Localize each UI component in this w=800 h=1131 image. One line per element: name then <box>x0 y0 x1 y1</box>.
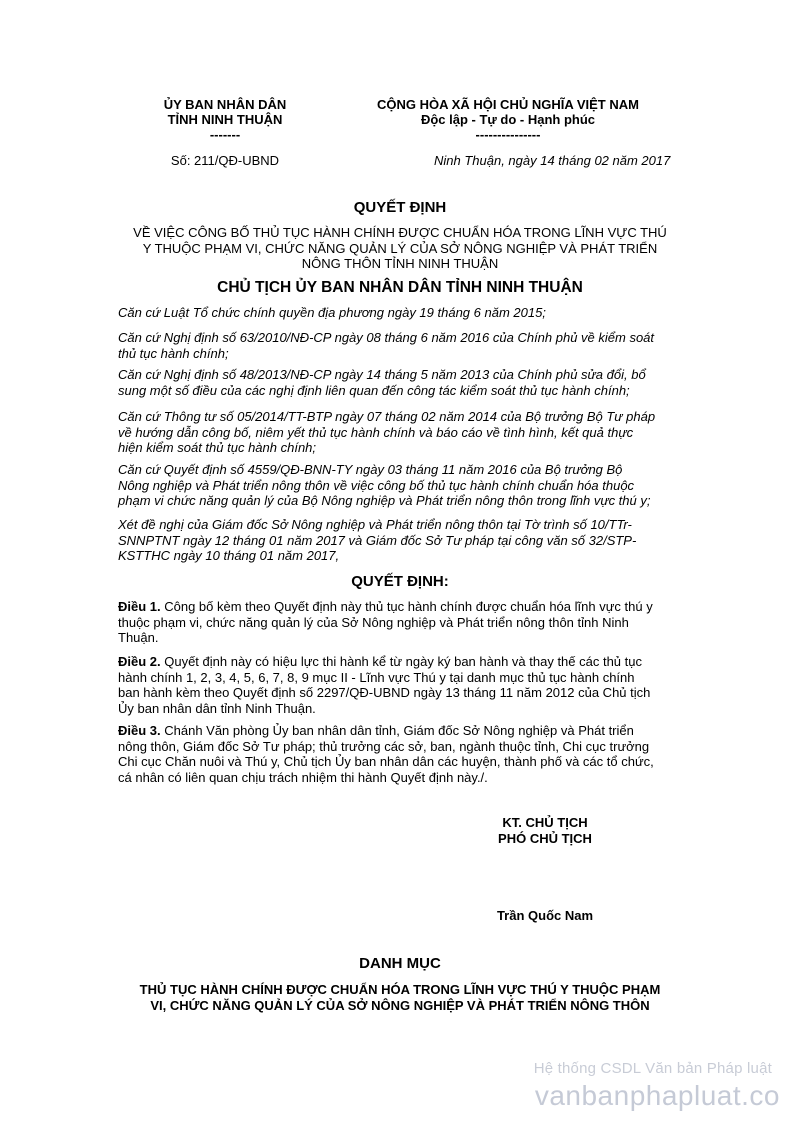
annex-heading: DANH MỤC <box>359 955 441 972</box>
article-text: nông thôn, Giám đốc Sở Tư pháp; thủ trưởng các sở, ban, ngành thuộc tỉnh, Chi cục trưởng <box>118 738 650 754</box>
article-1 <box>118 599 680 646</box>
signer-name: Trần Quốc Nam <box>496 908 594 923</box>
preamble-clause <box>118 462 680 509</box>
subject-line-1: VỀ VIỆC CÔNG BỐ THỦ TỤC HÀNH CHÍNH ĐƯỢC CHUẨN HÓA TRONG LĨNH VỰC THÚ <box>133 225 667 240</box>
preamble-line: Căn cứ Nghị định số 48/2013/NĐ-CP ngày 14 tháng 5 năm 2013 của Chính phủ sửa đổi, bổ <box>118 367 646 382</box>
article-2 <box>118 654 680 716</box>
preamble-clause <box>118 305 680 321</box>
preamble-clause <box>118 367 680 398</box>
preamble-clause <box>118 517 680 564</box>
article-text: Chi cục Chăn nuôi và Thú y, Chủ tịch Ủy ban nhân dân các huyện, thành phố và các tổ chức, <box>118 754 654 769</box>
article-label: Điều 2. <box>118 654 161 669</box>
annex-line-2: VI, CHỨC NĂNG QUẢN LÝ CỦA SỞ NÔNG NGHIỆP VÀ PHÁT TRIỂN NÔNG THÔN <box>150 997 650 1013</box>
preamble-line: Căn cứ Quyết định số 4559/QĐ-BNN-TY ngày 03 tháng 11 năm 2016 của Bộ trưởng Bộ <box>118 462 623 477</box>
watermark-caption: Hệ thống CSDL Văn bản Pháp luật <box>533 1060 772 1077</box>
signature-line-1: KT. CHỦ TỊCH <box>502 815 588 830</box>
issuing-official-title: CHỦ TỊCH ỦY BAN NHÂN DÂN TỈNH NINH THUẬN <box>217 279 583 296</box>
article-label: Điều 3. <box>118 723 161 738</box>
subject-line-3: NÔNG THÔN TỈNH NINH THUẬN <box>301 256 499 271</box>
article-3 <box>118 723 680 785</box>
issuing-authority <box>140 97 310 142</box>
subject-line-2: Y THUỘC PHẠM VI, CHỨC NĂNG QUẢN LÝ CỦA SỞ NÔNG NGHIỆP VÀ PHÁT TRIỂN <box>142 240 658 256</box>
article-text: thuộc phạm vi, chức năng quản lý của Sở Nông nghiệp và Phát triển nông thôn tỉnh Ninh <box>118 614 629 630</box>
preamble-line: thủ tục hành chính; <box>118 345 229 361</box>
org-line-2: TỈNH NINH THUẬN <box>167 112 283 127</box>
document-number: Số: 211/QĐ-UBND <box>170 153 280 168</box>
article-text: hành chính 1, 2, 3, 4, 5, 6, 7, 8, 9 mục II - Lĩnh vực Thú y tại danh mục thủ tục hành chính <box>118 669 635 685</box>
annex-line-1: THỦ TỤC HÀNH CHÍNH ĐƯỢC CHUẨN HÓA TRONG LĨNH VỰC THÚ Y THUỘC PHẠM <box>139 982 661 997</box>
preamble-line: SNNPTNT ngày 12 tháng 01 năm 2017 và Giám đốc Sở Tư pháp tại công văn số 32/STP- <box>118 532 637 548</box>
preamble-line: Nông nghiệp và Phát triển nông thôn về việc công bố thủ tục hành chính chuẩn hóa thuộc <box>118 477 635 493</box>
signature-block <box>470 815 620 847</box>
article-label: Điều 1. <box>118 599 161 614</box>
signature-line-2: PHÓ CHỦ TỊCH <box>498 831 592 846</box>
preamble-line: Căn cứ Nghị định số 63/2010/NĐ-CP ngày 08 tháng 6 năm 2016 của Chính phủ về kiểm soát <box>118 330 655 345</box>
watermark-site: vanbanphapluat.co <box>534 1080 780 1111</box>
place-date: Ninh Thuận, ngày 14 tháng 02 năm 2017 <box>434 153 671 168</box>
article-text: ban hành kèm theo Quyết định số 2297/QĐ-UBND ngày 13 tháng 11 năm 2012 của Chủ tịch <box>118 685 651 700</box>
national-header <box>340 97 676 142</box>
national-motto: Độc lập - Tự do - Hạnh phúc <box>420 112 596 127</box>
preamble-line: phạm vi chức năng quản lý của Bộ Nông nghiệp và Phát triển nông thôn trong lĩnh vực thú y; <box>118 493 651 508</box>
article-text: Chánh Văn phòng Ủy ban nhân dân tỉnh, Giám đốc Sở Nông nghiệp và Phát triển <box>160 723 634 738</box>
article-text: Ủy ban nhân dân tỉnh Ninh Thuận. <box>118 700 316 716</box>
preamble-line: về hướng dẫn công bố, niêm yết thủ tục hành chính và báo cáo về tình hình, kết quả thực <box>118 424 634 440</box>
preamble-line: Căn cứ Thông tư số 05/2014/TT-BTP ngày 07 tháng 02 năm 2014 của Bộ trưởng Bộ Tư pháp <box>118 409 656 424</box>
document-subject <box>100 225 700 272</box>
document-title: QUYẾT ĐỊNH <box>353 199 447 216</box>
org-line-1: ỦY BAN NHÂN DÂN <box>163 97 287 112</box>
nation-name: CỘNG HÒA XÃ HỘI CHỦ NGHĨA VIỆT NAM <box>377 97 639 112</box>
article-text: Quyết định này có hiệu lực thi hành kể từ ngày ký ban hành và thay thế các thủ tục <box>160 654 642 669</box>
preamble-clause <box>118 409 680 456</box>
annex-subtitle <box>100 982 700 1013</box>
preamble-line: KSTTHC ngày 10 tháng 01 năm 2017, <box>118 548 340 563</box>
article-text: Công bố kèm theo Quyết định này thủ tục hành chính được chuẩn hóa lĩnh vực thú y <box>160 599 653 614</box>
preamble-line: Xét đề nghị của Giám đốc Sở Nông nghiệp và Phát triển nông thôn tại Tờ trình số 10/TTr- <box>118 517 632 532</box>
article-text: cá nhân có liên quan chịu trách nhiệm thi hành Quyết định này./. <box>118 769 488 785</box>
article-text: Thuận. <box>118 630 159 645</box>
preamble-line: Căn cứ Luật Tổ chức chính quyền địa phương ngày 19 tháng 6 năm 2015; <box>118 305 546 320</box>
org-rule: ------- <box>209 127 241 142</box>
preamble-line: hiện kiểm soát thủ tục hành chính; <box>118 440 317 455</box>
preamble-clause <box>118 330 680 361</box>
preamble-line: sung một số điều của các nghị định liên quan đến công tác kiểm soát thủ tục hành chính; <box>118 382 630 398</box>
motto-rule: --------------- <box>475 127 541 142</box>
decision-heading: QUYẾT ĐỊNH: <box>351 573 449 590</box>
